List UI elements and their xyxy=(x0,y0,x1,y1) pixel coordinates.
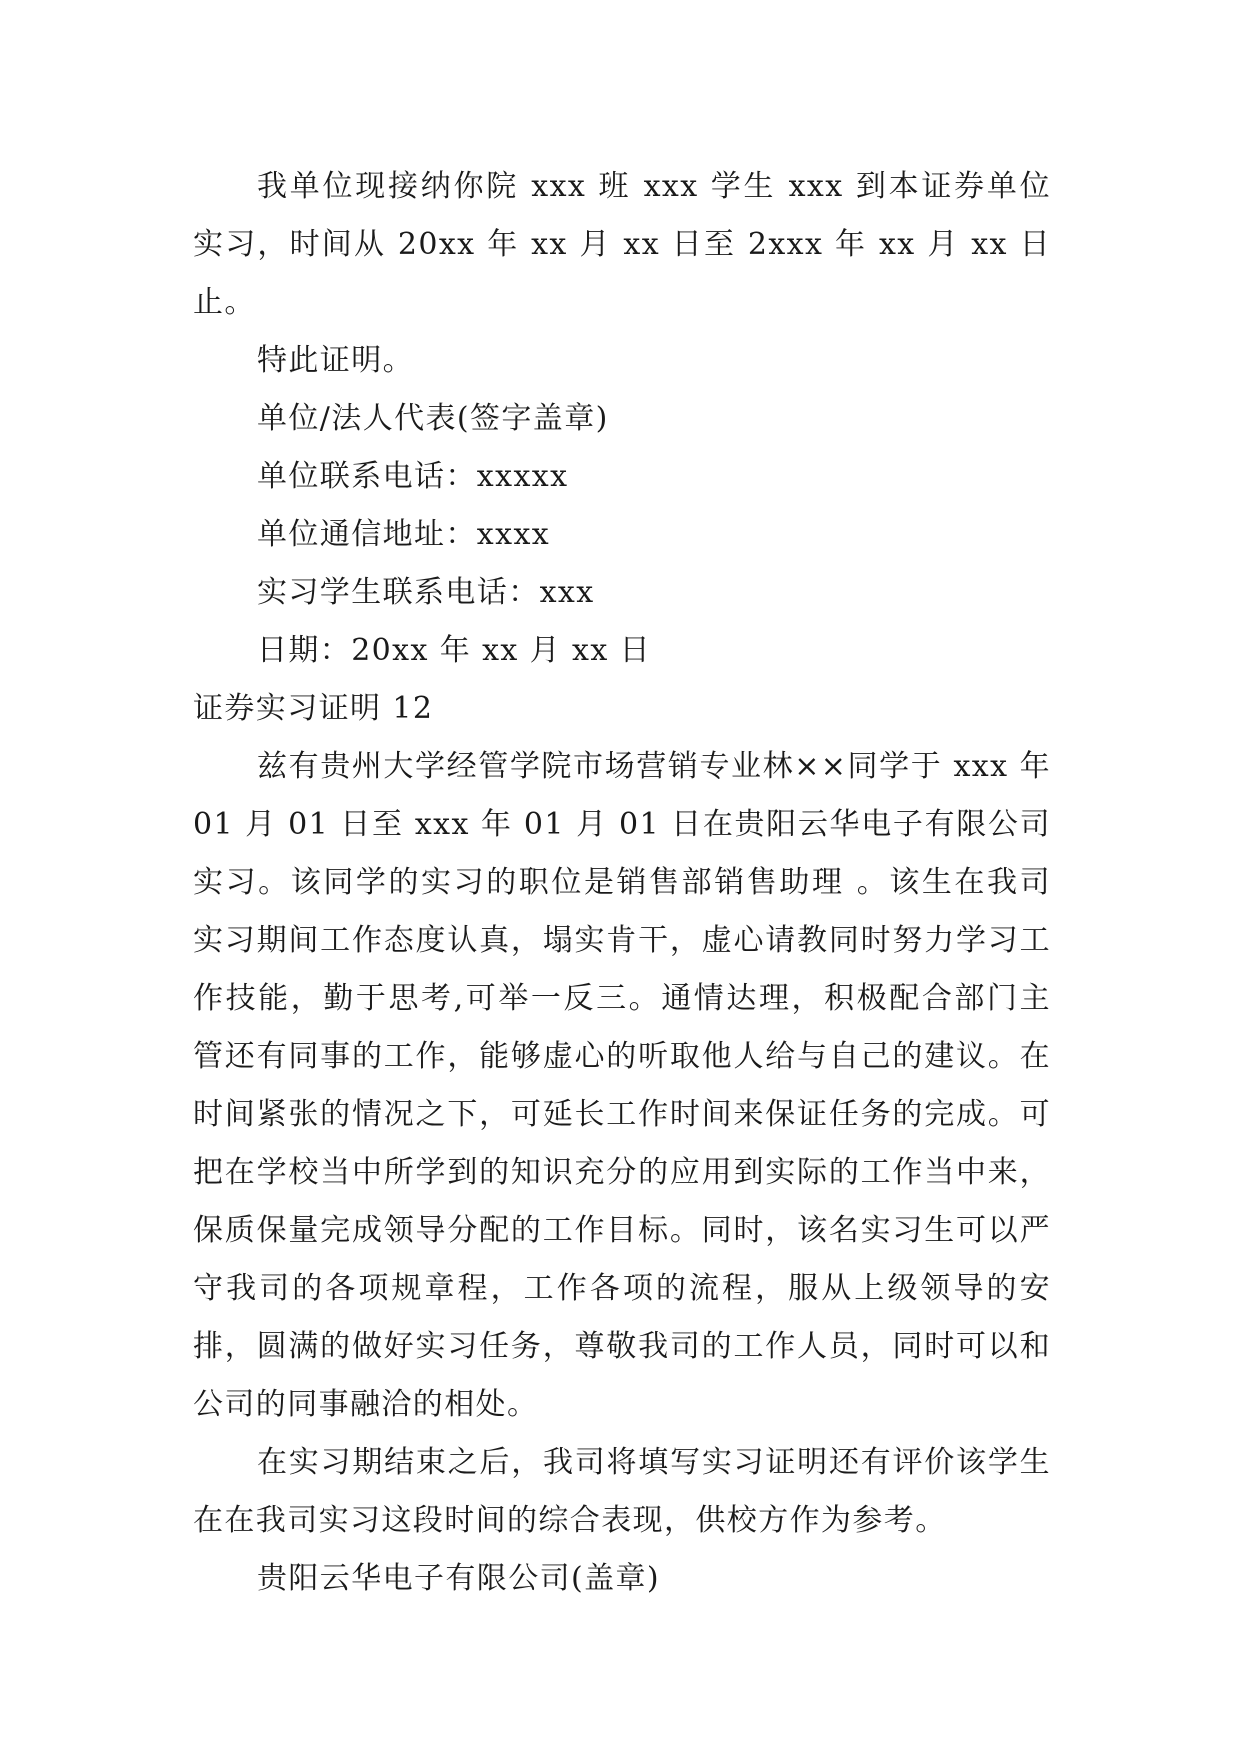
document-body xyxy=(193,158,1051,1608)
section-heading: 证券实习证明 12 xyxy=(193,691,434,726)
paragraph-certification: 特此证明。 xyxy=(257,343,414,378)
paragraph-acceptance: 我单位现接纳你院 xxx 班 xxx 学生 xxx 到本证券单位实习，时间从 20xx 年 xx 月 xx 日至 2xxx 年 xx 月 xx 日止。 xyxy=(193,169,1051,320)
line-company-seal: 贵阳云华电子有限公司(盖章) xyxy=(257,1561,661,1596)
line-unit-phone: 单位联系电话：xxxxx xyxy=(257,459,569,494)
paragraph-internship-details: 兹有贵州大学经管学院市场营销专业林××同学于 xxx 年 01 月 01 日至 xxx 年 01 月 01 日在贵阳云华电子有限公司实习。该同学的实习的职位是销售部销售助理 。该生在我司实习期间工作态度认真，塌实肯干，虚心请教同时努力学习工作技能，勤于思考,可举一反三。通情达理，积极配合部门主管还有同事的工作，能够虚心的听取他人给与自己的建议。在时间紧张的情况之下，可延长工作时间来保证任务的完成。可把在学校当中所学到的知识充分的应用到实际的工作当中来，保质保量完成领导分配的工作目标。同时，该名实习生可以严守我司的各项规章程，工作各项的流程，服从上级领导的安排，圆满的做好实习任务，尊敬我司的工作人员，同时可以和公司的同事融洽的相处。 xyxy=(193,749,1051,1422)
paragraph-evaluation: 在实习期结束之后，我司将填写实习证明还有评价该学生在在我司实习这段时间的综合表现，供校方作为参考。 xyxy=(193,1445,1051,1538)
line-date: 日期：20xx 年 xx 月 xx 日 xyxy=(257,633,651,668)
line-student-phone: 实习学生联系电话：xxx xyxy=(257,575,595,610)
line-unit-address: 单位通信地址：xxxx xyxy=(257,517,551,552)
line-unit-representative: 单位/法人代表(签字盖章) xyxy=(257,401,609,436)
